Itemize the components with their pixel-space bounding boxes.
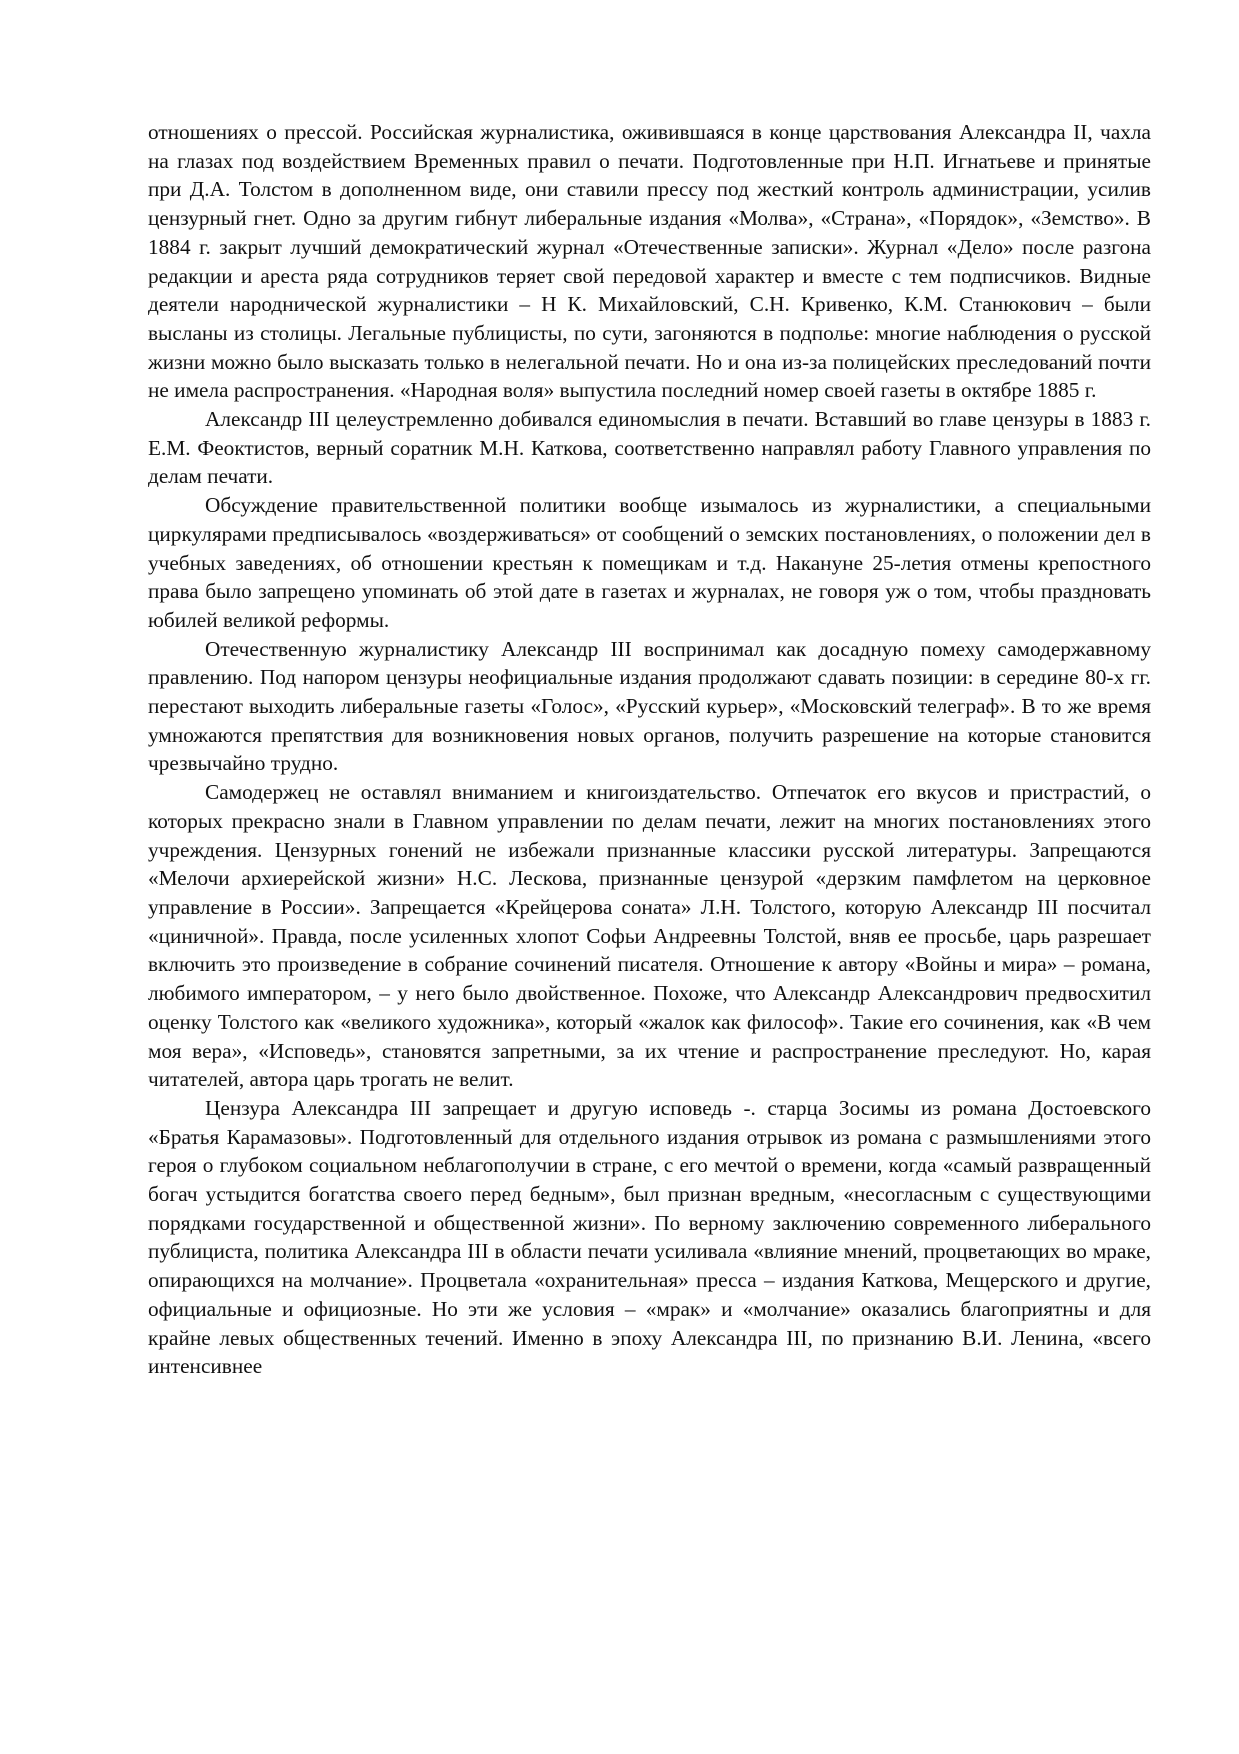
document-page [148,118,1151,1381]
paragraph-2: Александр III целеустремленно добивался единомыслия в печати. Вставший во главе цензуры в 1883 г. Е.М. Феоктистов, верный соратник М.Н. Каткова, соответственно направлял работу Главного управления по делам печати. [148,407,1151,489]
paragraph-5: Самодержец не оставлял вниманием и книгоиздательство. Отпечаток его вкусов и пристрастий, о которых прекрасно знали в Главном управлении по делам печати, лежит на многих постановлениях этого учреждения. Цензурных гонений не избежали признанные классики русской литературы. Запрещаются «Мелочи архиерейской жизни» Н.С. Лескова, признанные цензурой «дерзким памфлетом на церковное управление в России». Запрещается «Крейцерова соната» Л.Н. Толстого, которую Александр III посчитал «циничной». Правда, после усиленных хлопот Софьи Андреевны Толстой, вняв ее просьбе, царь разрешает включить это произведение в собрание сочинений писателя. Отношение к автору «Войны и мира» – романа, любимого императором, – у него было двойственное. Похоже, что Александр Александрович предвосхитил оценку Толстого как «великого художника», который «жалок как философ». Такие его сочинения, как «В чем моя вера», «Исповедь», становятся запретными, за их чтение и распространение преследуют. Но, карая читателей, автора царь трогать не велит. [148,780,1151,1092]
paragraph-1: отношениях о прессой. Российская журналистика, оживившаяся в конце царствования Александра II, чахла на глазах под воздействием Временных правил о печати. Подготовленные при Н.П. Игнатьеве и принятые при Д.А. Толстом в дополненном виде, они ставили прессу под жесткий контроль администрации, усилив цензурный гнет. Одно за другим гибнут либеральные издания «Молва», «Страна», «Порядок», «Земство». В 1884 г. закрыт лучший демократический журнал «Отечественные записки». Журнал «Дело» после разгона редакции и ареста ряда сотрудников теряет свой передовой характер и вместе с тем подписчиков. Видные деятели народнической журналистики – Н К. Михайловский, С.Н. Кривенко, К.М. Станюкович – были высланы из столицы. Легальные публицисты, по сути, загоняются в подполье: многие наблюдения о русской жизни можно было высказать только в нелегальной печати. Но и она из-за полицейских преследований почти не имела распространения. «Народная воля» выпустила последний номер своей газеты в октябре 1885 г. [148,120,1151,403]
paragraph-4: Отечественную журналистику Александр III воспринимал как досадную помеху самодержавному правлению. Под напором цензуры неофициальные издания продолжают сдавать позиции: в середине 80-х гг. перестают выходить либеральные газеты «Голос», «Русский курьер», «Московский телеграф». В то же время умножаются препятствия для возникновения новых органов, получить разрешение на которые становится чрезвычайно трудно. [148,636,1151,776]
paragraph-3: Обсуждение правительственной политики вообще изымалось из журналистики, а специальными циркулярами предписывалось «воздерживаться» от сообщений о земских постановлениях, о положении дел в учебных заведениях, об отношении крестьян к помещикам и т.д. Накануне 25-летия отмены крепостного права было запрещено упоминать об этой дате в газетах и журналах, не говоря уж о том, чтобы праздновать юбилей великой реформы. [148,493,1151,632]
paragraph-6: Цензура Александра III запрещает и другую исповедь -. старца Зосимы из романа Достоевского «Братья Карамазовы». Подготовленный для отдельного издания отрывок из романа с размышлениями этого героя о глубоком социальном неблагополучии в стране, с его мечтой о времени, когда «самый развращенный богач устыдится богатства своего перед бедным», был признан вредным, «несогласным с существующими порядками государственной и общественной жизни». По верному заключению современного либерального публициста, политика Александра III в области печати усиливала «влияние мнений, процветающих во мраке, опирающихся на молчание». Процветала «охранительная» пресса – издания Каткова, Мещерского и другие, официальные и официозные. Но эти же условия – «мрак» и «молчание» оказались благоприятны и для крайне левых общественных течений. Именно в эпоху Александра III, по признанию В.И. Ленина, «всего интенсивнее [148,1095,1151,1379]
